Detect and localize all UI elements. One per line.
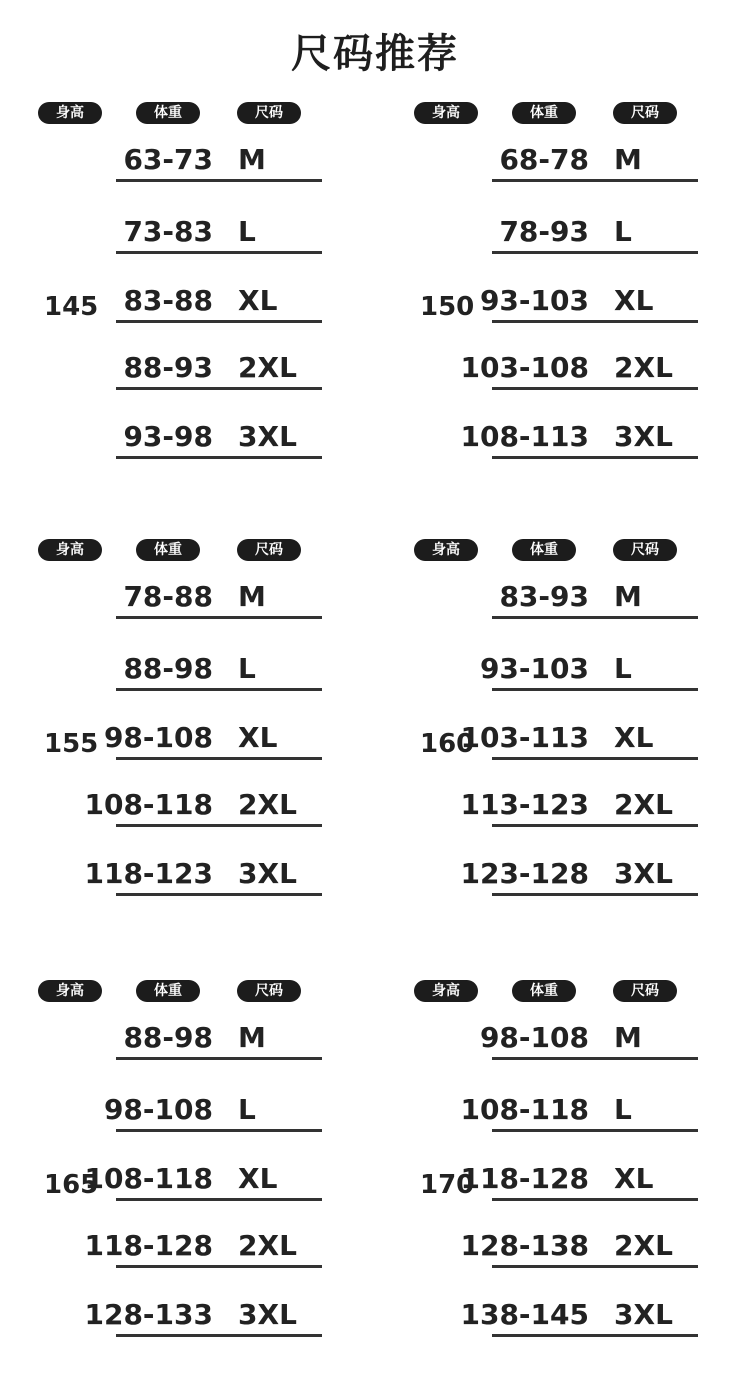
row-underline [116,688,322,691]
size-label: M [614,143,642,176]
row-underline [492,320,698,323]
row-underline [116,320,322,323]
size-block-145 [38,102,378,482]
weight-range: 98-108 [103,1093,213,1126]
size-row [108,340,318,390]
weight-range: 103-113 [460,721,589,754]
size-row [460,710,694,760]
row-underline [492,688,698,691]
size-label: L [238,1093,256,1126]
weight-range: 63-73 [123,143,213,176]
size-row [108,569,318,619]
row-underline [116,1198,322,1201]
height-value: 155 [44,729,99,759]
size-label: 3XL [614,420,673,453]
row-underline [492,1265,698,1268]
size-row [460,1218,694,1268]
size-row [460,1082,694,1132]
row-underline [116,251,322,254]
header-weight-pill: 体重 [136,980,200,1002]
weight-range: 108-118 [84,1162,213,1195]
header-weight-pill: 体重 [512,980,576,1002]
header-size-pill: 尺码 [237,980,301,1002]
header-size-pill: 尺码 [613,980,677,1002]
size-label: 3XL [238,420,297,453]
header-size-pill: 尺码 [613,102,677,124]
size-row [84,1287,318,1337]
size-row [84,1218,318,1268]
header-size-pill: 尺码 [237,102,301,124]
weight-range: 108-113 [460,420,589,453]
size-label: 2XL [614,788,673,821]
size-row [460,846,694,896]
size-label: L [614,1093,632,1126]
size-row [108,204,318,254]
row-underline [492,251,698,254]
header-weight-pill: 体重 [512,102,576,124]
size-label: XL [614,721,654,754]
size-label: 3XL [238,857,297,890]
weight-range: 118-128 [460,1162,589,1195]
row-underline [492,893,698,896]
weight-range: 93-98 [123,420,213,453]
size-row [460,340,694,390]
weight-range: 98-108 [103,721,213,754]
row-underline [492,616,698,619]
size-block-170 [414,980,750,1360]
size-block-150 [414,102,750,482]
size-row [84,1151,318,1201]
weight-range: 128-133 [84,1298,213,1331]
row-underline [116,616,322,619]
weight-range: 128-138 [460,1229,589,1262]
weight-range: 88-93 [123,351,213,384]
row-underline [116,824,322,827]
size-label: 3XL [614,857,673,890]
size-row [108,132,318,182]
row-underline [492,179,698,182]
size-block-165 [38,980,378,1360]
weight-range: 68-78 [499,143,589,176]
header-weight-pill: 体重 [136,102,200,124]
row-underline [492,1129,698,1132]
weight-range: 118-123 [84,857,213,890]
size-block-155 [38,539,378,919]
row-underline [492,824,698,827]
height-value: 160 [420,729,475,759]
header-height-pill: 身高 [414,539,478,561]
row-underline [492,1334,698,1337]
size-block-160 [414,539,750,919]
header-height-pill: 身高 [38,980,102,1002]
size-label: M [238,1021,266,1054]
size-label: XL [238,721,278,754]
size-label: L [238,215,256,248]
page-title: 尺码推荐 [291,31,459,77]
size-label: XL [238,1162,278,1195]
size-row [108,1010,318,1060]
weight-range: 103-108 [460,351,589,384]
header-weight-pill: 体重 [512,539,576,561]
header-weight-pill: 体重 [136,539,200,561]
size-label: M [238,143,266,176]
size-row [479,273,694,323]
weight-range: 78-93 [499,215,589,248]
size-label: 2XL [614,351,673,384]
size-row [484,204,694,254]
weight-range: 88-98 [123,652,213,685]
size-row [479,641,694,691]
size-label: L [238,652,256,685]
weight-range: 123-128 [460,857,589,890]
row-underline [116,757,322,760]
row-underline [116,1129,322,1132]
size-label: L [614,215,632,248]
size-label: 2XL [238,1229,297,1262]
header-height-pill: 身高 [414,102,478,124]
size-row [460,1287,694,1337]
size-label: M [614,1021,642,1054]
row-underline [116,387,322,390]
size-row [479,1010,694,1060]
height-value: 150 [420,292,475,322]
size-row [108,641,318,691]
header-height-pill: 身高 [38,102,102,124]
weight-range: 78-88 [123,580,213,613]
size-label: XL [614,284,654,317]
size-row [108,273,318,323]
size-label: XL [238,284,278,317]
row-underline [116,1265,322,1268]
size-label: 3XL [614,1298,673,1331]
weight-range: 113-123 [460,788,589,821]
row-underline [492,387,698,390]
size-row [103,710,318,760]
weight-range: 118-128 [84,1229,213,1262]
row-underline [492,1198,698,1201]
size-label: L [614,652,632,685]
size-row [460,409,694,459]
row-underline [492,757,698,760]
size-row [103,1082,318,1132]
height-value: 170 [420,1170,475,1200]
size-label: M [614,580,642,613]
height-value: 165 [44,1170,99,1200]
weight-range: 73-83 [123,215,213,248]
header-height-pill: 身高 [38,539,102,561]
weight-range: 108-118 [84,788,213,821]
weight-range: 108-118 [460,1093,589,1126]
size-label: 3XL [238,1298,297,1331]
row-underline [116,1057,322,1060]
weight-range: 88-98 [123,1021,213,1054]
row-underline [116,456,322,459]
row-underline [116,893,322,896]
weight-range: 93-103 [479,652,589,685]
weight-range: 93-103 [479,284,589,317]
size-row [460,777,694,827]
size-row [484,132,694,182]
header-height-pill: 身高 [414,980,478,1002]
size-label: XL [614,1162,654,1195]
row-underline [492,456,698,459]
weight-range: 98-108 [479,1021,589,1054]
size-row [484,569,694,619]
weight-range: 83-93 [499,580,589,613]
weight-range: 138-145 [460,1298,589,1331]
header-size-pill: 尺码 [237,539,301,561]
size-label: 2XL [238,788,297,821]
size-row [84,777,318,827]
row-underline [492,1057,698,1060]
row-underline [116,179,322,182]
weight-range: 83-88 [123,284,213,317]
size-row [108,409,318,459]
size-label: M [238,580,266,613]
row-underline [116,1334,322,1337]
size-row [460,1151,694,1201]
size-row [84,846,318,896]
height-value: 145 [44,292,99,322]
size-label: 2XL [238,351,297,384]
header-size-pill: 尺码 [613,539,677,561]
size-label: 2XL [614,1229,673,1262]
